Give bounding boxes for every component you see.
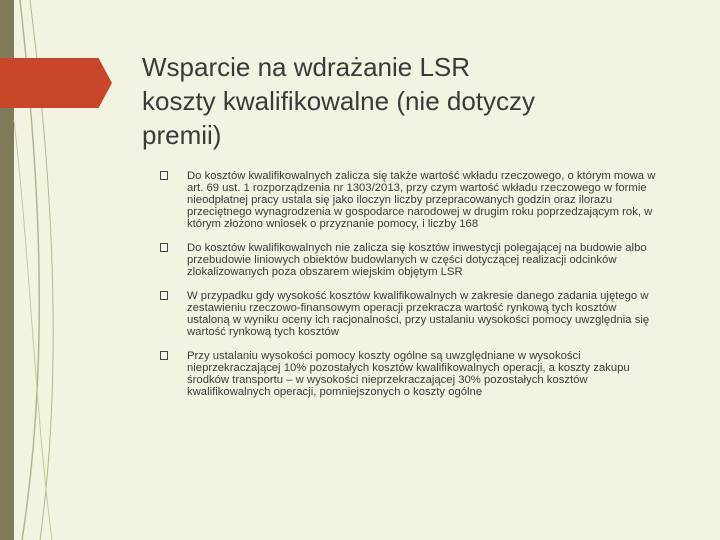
bullet-text: Do kosztów kwalifikowalnych nie zalicza się kosztów inwestycji polegającej na budowie albo przebudowie liniowych obiektów budowlanych w części dotyczącej realizacji odcinków zlokalizowanych poza obszarem wiejskim objętym LSR bbox=[187, 242, 647, 278]
slide-title bbox=[142, 50, 682, 152]
bullet-text: W przypadku gdy wysokość kosztów kwalifikowalnych w zakresie danego zadania ujętego w zestawieniu rzeczowo-finansowym operacji przekracza wartość rynkową tych kosztów ustaloną w wyniku oceny ich racjonalności, przy ustalaniu wysokości pomocy uwzględnia się wartość rynkową tych kosztów bbox=[187, 290, 650, 338]
bullet-item bbox=[160, 350, 660, 398]
title-accent-arrow bbox=[0, 58, 112, 108]
square-bullet-icon bbox=[160, 171, 168, 180]
square-bullet-icon bbox=[160, 243, 168, 252]
bullet-list bbox=[160, 170, 660, 410]
bullet-item bbox=[160, 242, 660, 278]
square-bullet-icon bbox=[160, 291, 168, 300]
title-line: premii) bbox=[142, 120, 222, 150]
bullet-item bbox=[160, 290, 660, 338]
bullet-text: Przy ustalaniu wysokości pomocy koszty ogólne są uwzględniane w wysokości nieprzekraczającej 10% pozostałych kosztów kwalifikowalnych operacji, a koszty zakupu środków transportu – w wysokości nieprzekraczającej 30% pozostałych kosztów kwalifikowalnych operacji, pomniejszonych o koszty ogólne bbox=[187, 350, 630, 398]
square-bullet-icon bbox=[160, 351, 168, 360]
bullet-text: Do kosztów kwalifikowalnych zalicza się także wartość wkładu rzeczowego, o którym mowa w art. 69 ust. 1 rozporządzenia nr 1303/2013, przy czym wartość wkładu rzeczowego w formie nieodpłatnej pracy ustala się jako iloczyn liczby przepracowanych godzin oraz ilorazu przeciętnego wynagrodzenia w gospodarce narodowej w drugim roku poprzedzającym rok, w którym złożono wniosek o przyznanie pomocy, i liczby 168 bbox=[187, 170, 656, 230]
title-line: Wsparcie na wdrażanie LSR bbox=[142, 52, 471, 82]
title-line: koszty kwalifikowalne (nie dotyczy bbox=[142, 86, 536, 116]
bullet-item bbox=[160, 170, 660, 230]
